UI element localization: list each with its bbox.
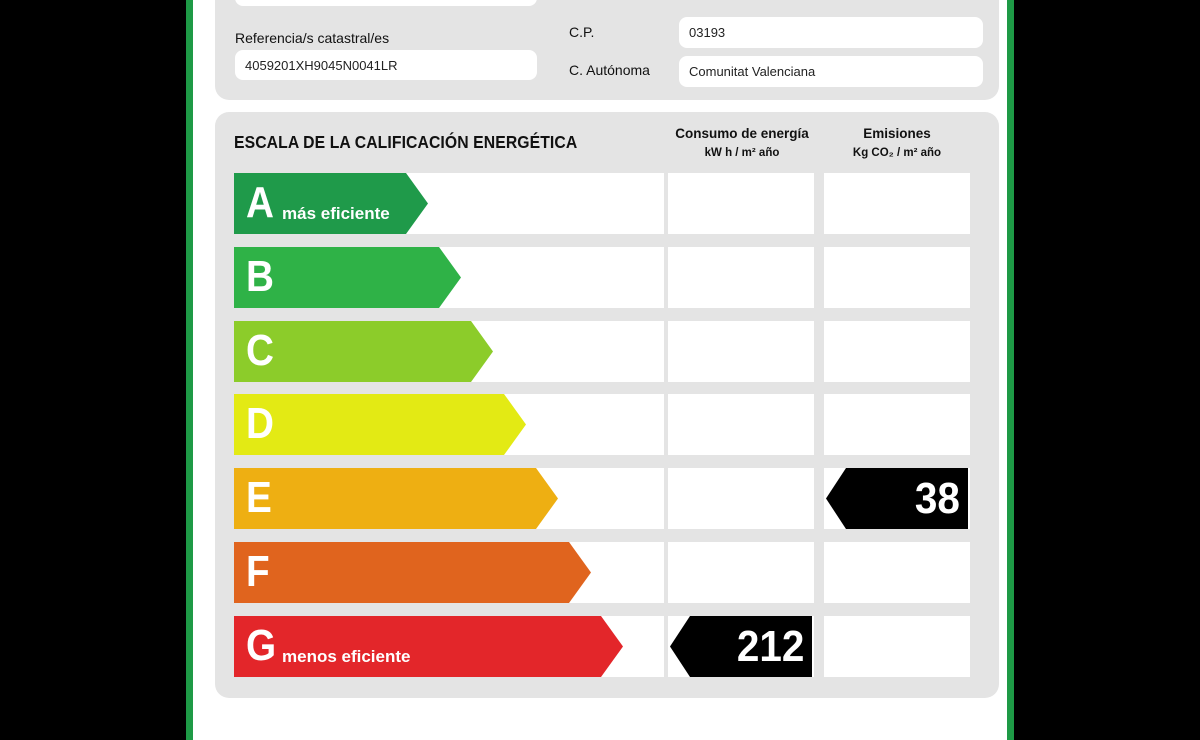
band-d xyxy=(234,394,526,455)
emisiones-title: Emisiones xyxy=(863,126,931,141)
band-shape-e xyxy=(234,468,558,529)
emisiones-cell-c xyxy=(824,321,970,382)
band-sub-g: menos eficiente xyxy=(282,647,411,666)
emisiones-cell-g xyxy=(824,616,970,677)
consumo-cell-a xyxy=(668,173,814,234)
referencia-label: Referencia/s catastral/es xyxy=(235,30,390,46)
band-shape-f xyxy=(234,542,591,603)
emisiones-cell-b xyxy=(824,247,970,308)
consumo-cell-f xyxy=(668,542,814,603)
consumo-header xyxy=(667,126,817,159)
cp-field: 03193 xyxy=(679,17,983,48)
emisiones-cell-f xyxy=(824,542,970,603)
band-letter-c: C xyxy=(246,326,274,375)
band-letter-g: G xyxy=(246,621,277,670)
consumo-marker xyxy=(670,616,812,677)
band-a xyxy=(234,173,428,234)
band-b xyxy=(234,247,461,308)
band-arrow-e xyxy=(234,468,558,529)
band-letter-b: B xyxy=(246,252,274,301)
band-shape-d xyxy=(234,394,526,455)
band-g xyxy=(234,616,623,677)
comunidad-label: C. Autónoma xyxy=(569,62,650,78)
band-f xyxy=(234,542,591,603)
consumo-cell-e xyxy=(668,468,814,529)
emisiones-header xyxy=(823,126,971,159)
property-info-panel xyxy=(215,0,999,100)
band-letter-f: F xyxy=(246,547,270,596)
band-letter-e: E xyxy=(246,473,272,522)
band-arrow-d xyxy=(234,394,526,455)
emisiones-cell-a xyxy=(824,173,970,234)
emisiones-marker xyxy=(826,468,968,529)
emisiones-value: 38 xyxy=(914,473,960,523)
referencia-field: 4059201XH9045N0041LR xyxy=(235,50,537,80)
consumo-value: 212 xyxy=(736,621,804,671)
consumo-cell-b xyxy=(668,247,814,308)
top-left-field xyxy=(235,0,537,6)
consumo-title: Consumo de energía xyxy=(675,126,809,141)
cp-label: C.P. xyxy=(569,24,595,40)
comunidad-field: Comunitat Valenciana xyxy=(679,56,983,87)
band-c xyxy=(234,321,493,382)
consumo-unit: kW h / m² año xyxy=(704,147,780,159)
band-letter-a: A xyxy=(246,178,274,227)
band-letter-d: D xyxy=(246,399,274,448)
consumo-cell-c xyxy=(668,321,814,382)
scale-title: ESCALA DE LA CALIFICACIÓN ENERGÉTICA xyxy=(234,132,578,152)
emisiones-unit: Kg CO₂ / m² año xyxy=(852,147,942,159)
emisiones-cell-d xyxy=(824,394,970,455)
consumo-cell-d xyxy=(668,394,814,455)
band-e xyxy=(234,468,558,529)
band-arrow-f xyxy=(234,542,591,603)
band-sub-a: más eficiente xyxy=(282,204,390,223)
energy-certificate-sheet xyxy=(186,0,1014,740)
